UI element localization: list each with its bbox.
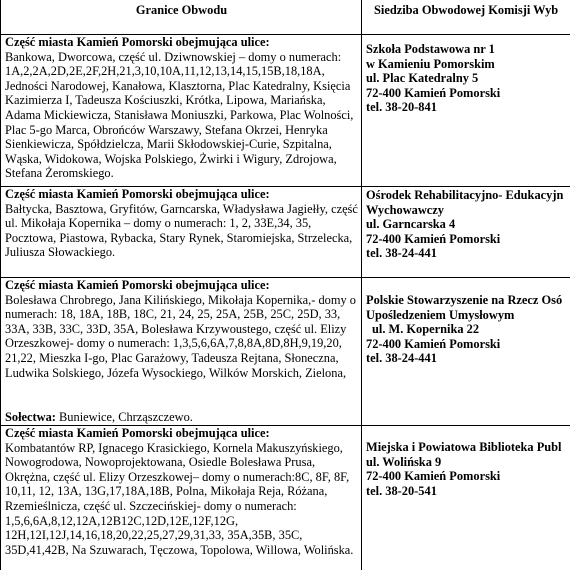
district-boundaries-cell [1, 278, 362, 426]
seat-street: ul. Plac Katedralny 5 [366, 71, 479, 86]
seat-phone: tel. 38-24-441 [366, 351, 437, 366]
commission-seat-cell [362, 278, 570, 426]
row-heading: Część miasta Kamień Pomorski obejmująca ulice: [5, 426, 270, 440]
streets-list: Kombatantów RP, Ignacego Krasickiego, Kornela Makuszyńskiego, Nowogrodowa, Nowoprojektowana, Osiedle Bolesława Prusa, Okrężna, część ul. Elizy Orzeszkowej– domy o numerach:8C, 8F, 8F, 10,11, 12, 13A, 13G,17,18A,18B, Polna, Mikołaja Reja, Różana, Rzemieślnicza, część ul. Szczecińskiej- domy o numerach: 1,5,6,6A,8,12,12A,12B12C,12D,12E,12F,12G, 12H,12I,12J,14,16,18,20,22,25,27,29,31,33, 35A,35B, 35C, 35D,41,42B, Na Szuwarach, Tęczowa, Topolowa, Willowa, Wolińska. [5, 440, 354, 557]
streets-list: Bankowa, Dworcowa, część ul. Dziwnowskiej – domy o numerach: 1A,2,2A,2D,2E,2F,2H,21,3,10,10A,11,12,13,14,15,15B,18,18A, Jedności Narodowej, Kanałowa, Klasztorna, Plac Katedralny, Księcia Kazimierza I, Tadeusza Kościuszki, Krótka, Lipowa, Mariańska, Adama Mickiewicza, Stanisława Moniuszki, Parkowa, Plac Wolności, Plac 5-go Marca, Obrońców Warszawy, Stefana Okrzei, Henryka Sienkiewicza, Spółdzielcza, Marii Skłodowskiej-Curie, Szpitalna, Wąska, Widokowa, Wojska Polskiego, Żwirki i Wigury, Zdrojowa, Stefana Żeromskiego. [5, 49, 354, 181]
sol-label: Sołectwa: [5, 410, 56, 425]
seat-name: Miejska i Powiatowa Biblioteka Publ [366, 440, 562, 454]
table-row [1, 426, 570, 570]
table-row [1, 187, 570, 278]
sol-value: Buniewice, Chrząszczewo. [55, 410, 193, 425]
table-header-row [1, 0, 570, 35]
header-boundaries: Granice Obwodu [1, 0, 362, 35]
row-heading: Część miasta Kamień Pomorski obejmująca ulice: [5, 35, 270, 49]
seat-phone: tel. 38-20-841 [366, 100, 437, 115]
seat-phone: tel. 38-20-541 [366, 483, 437, 498]
commission-seat-cell [362, 426, 570, 570]
sol-line [5, 410, 193, 424]
seat-postcode: 72-400 Kamień Pomorski [366, 336, 501, 351]
seat-location: w Kamieniu Pomorskim [366, 56, 495, 71]
seat-postcode: 72-400 Kamień Pomorski [366, 469, 501, 484]
seat-name-cont: Upośledzeniem Umysłowym [366, 307, 515, 322]
row-heading: Część miasta Kamień Pomorski obejmująca ulice: [5, 278, 270, 292]
commission-seat-cell [362, 187, 570, 278]
seat-street: ul. Garncarska 4 [366, 217, 456, 232]
seat-phone: tel. 38-24-441 [366, 246, 437, 261]
table-row [1, 35, 570, 187]
seat-street: ul. M. Kopernika 22 [372, 322, 480, 337]
district-boundaries-cell [1, 35, 362, 187]
row-heading: Część miasta Kamień Pomorski obejmująca ulice: [5, 187, 270, 201]
seat-name: Ośrodek Rehabilitacyjno- Edukacyjn [366, 188, 564, 202]
streets-list: Bolesława Chrobrego, Jana Kilińskiego, Mikołaja Kopernika,- domy o numerach: 18, 18A, 18B, 18C, 21, 24, 25, 25A, 25B, 25C, 25D, 33, 33A, 33B, 33C, 33D, 35A, Bolesława Krzywoustego, część ul. Elizy Orzeszkowej- domy o numerach: 1,3,5,6,6A,7,8,8A,8D,8H,9,19,20, 21,22, Mieszka I-go, Plac Garażowy, Tadeusza Rejtana, Słoneczna, Ludwika Solskiego, Józefa Wysockiego, Wilków Morskich, Zielona, [5, 292, 356, 380]
district-boundaries-cell [1, 426, 362, 570]
seat-street: ul. Wolińska 9 [366, 454, 442, 469]
district-boundaries-cell [1, 187, 362, 278]
header-commission-seat: Siedziba Obwodowej Komisji Wyb [362, 0, 570, 35]
seat-postcode: 72-400 Kamień Pomorski [366, 231, 501, 246]
seat-name: Polskie Stowarzyszenie na Rzecz Osó [366, 293, 563, 307]
seat-name-cont: Wychowawczy [366, 202, 444, 217]
commission-seat-cell [362, 35, 570, 187]
table-row [1, 278, 570, 426]
seat-postcode: 72-400 Kamień Pomorski [366, 85, 501, 100]
streets-list: Bałtycka, Basztowa, Gryfitów, Garncarska, Władysława Jagiełły, część ul. Mikołaja Kopernika – domy o numerach: 1, 2, 33E,34, 35, Pocztowa, Piastowa, Rybacka, Stary Rynek, Staromiejska, Strzelecka, Juliusza Słowackiego. [5, 201, 358, 260]
seat-name: Szkoła Podstawowa nr 1 [366, 42, 495, 56]
